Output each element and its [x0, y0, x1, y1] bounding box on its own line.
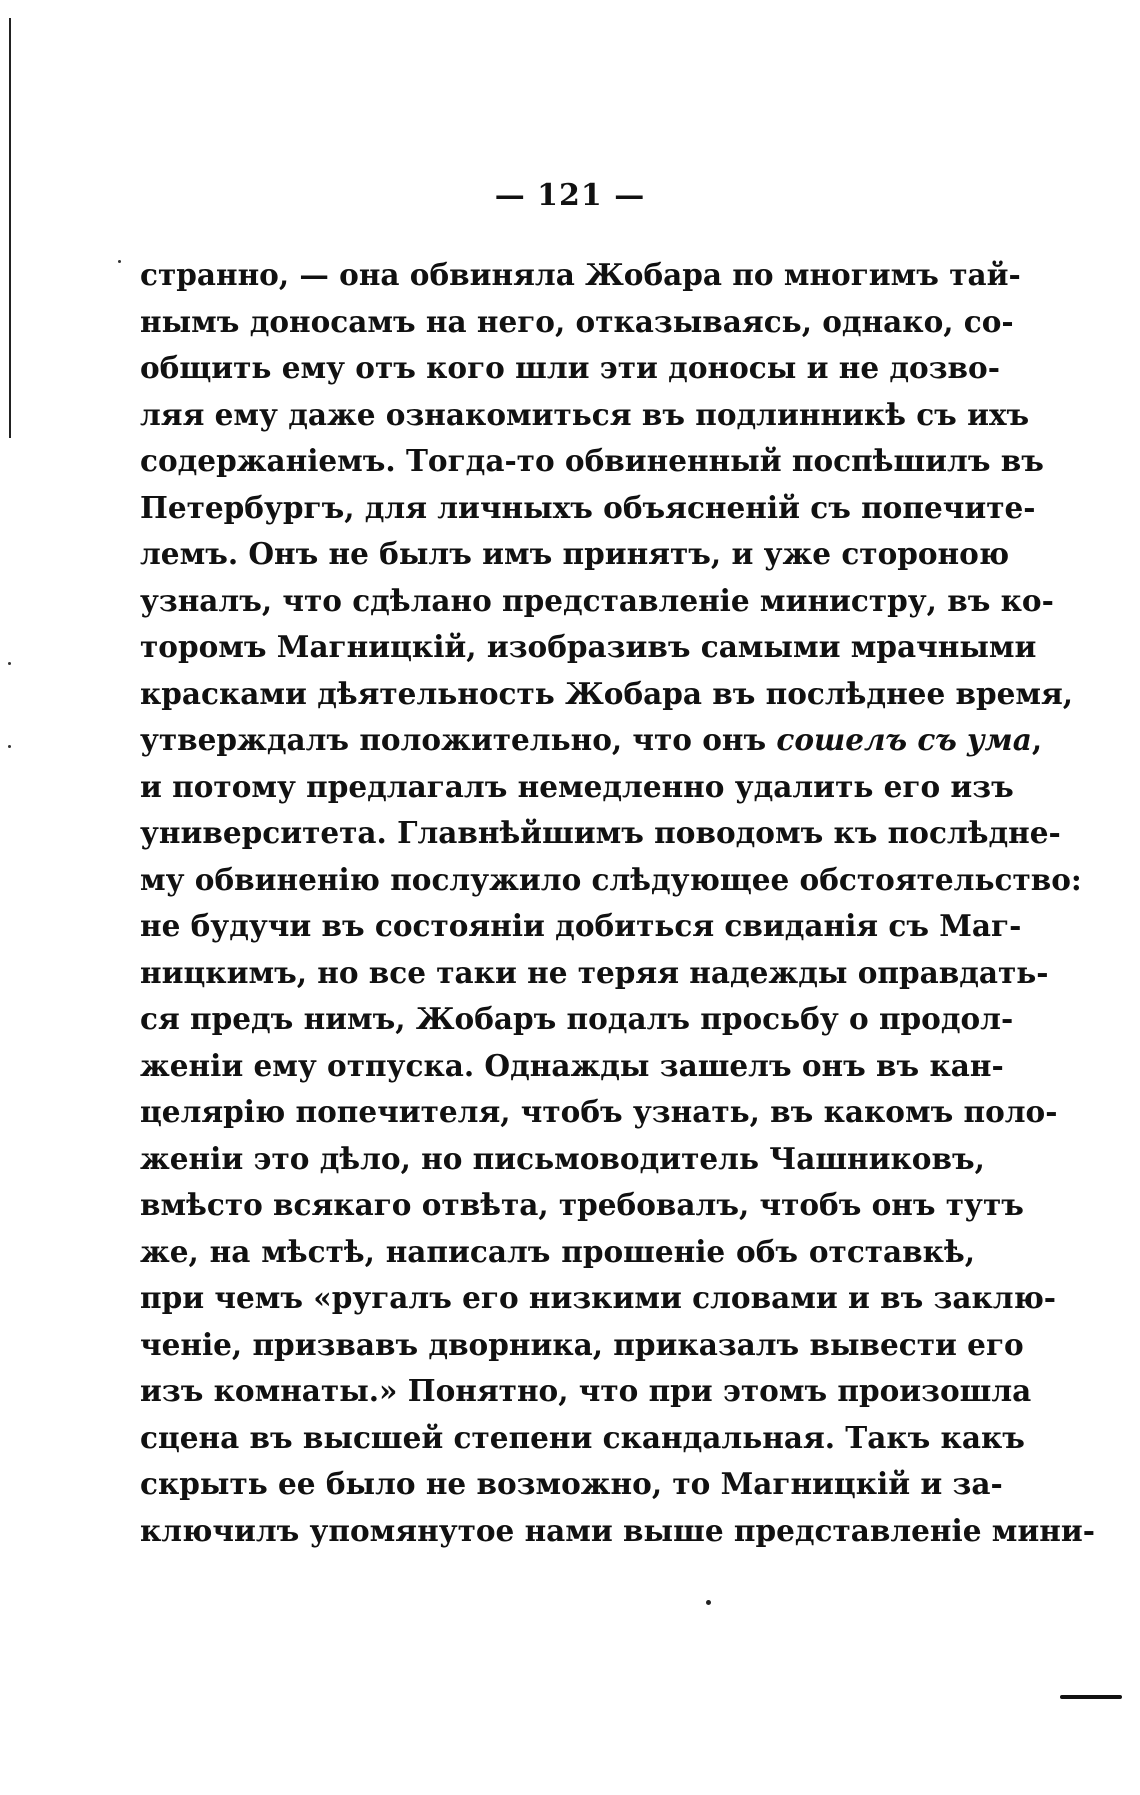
text-line: содержаніемъ. Тогда-то обвиненный поспѣшилъ въ — [140, 443, 1044, 478]
text-line: изъ комнаты.» Понятно, что при этомъ произошла — [140, 1373, 1032, 1408]
text-line: лемъ. Онъ не былъ имъ принятъ, и уже стороною — [140, 536, 1010, 571]
text-line: женіи ему отпуска. Однажды зашелъ онъ въ кан- — [140, 1047, 1004, 1083]
text-line: ся предъ нимъ, Жобаръ подалъ просьбу о продол- — [140, 1001, 1014, 1036]
text-line: ницкимъ, но все таки не теряя надежды оправдать- — [140, 954, 1049, 990]
text-line: Петербургъ, для личныхъ объясненій съ попечите- — [140, 489, 1036, 525]
text-line: ченіе, призвавъ дворника, приказалъ вывести его — [140, 1326, 1024, 1362]
text-line: университета. Главнѣйшимъ поводомъ къ послѣдне- — [140, 815, 1061, 850]
text-line-with-italic — [140, 717, 1043, 764]
text-line: узналъ, что сдѣлано представленіе министру, въ ко- — [140, 582, 1054, 618]
edge-speck — [8, 662, 11, 665]
text-line: целярію попечителя, чтобъ узнать, въ какомъ поло- — [140, 1094, 1058, 1129]
text-line: и потому предлагалъ немедленно удалить его изъ — [140, 768, 1014, 804]
scan-dash-mark — [1060, 1695, 1122, 1699]
text-line: торомъ Магницкій, изобразивъ самыми мрачными — [140, 629, 1037, 664]
page-edge-line — [9, 18, 11, 438]
edge-speck — [8, 745, 11, 748]
text-line: му обвиненію послужило слѣдующее обстоятельство: — [140, 861, 1082, 897]
text-line: скрыть ее было не возможно, то Магницкій и за- — [140, 1466, 1003, 1501]
text-line: странно, — она обвиняла Жобара по многимъ тай- — [140, 257, 1021, 292]
text-line: вмѣсто всякаго отвѣта, требовалъ, чтобъ онъ тутъ — [140, 1187, 1024, 1222]
text-line: ключилъ упомянутое нами выше представленіе мини- — [140, 1512, 1095, 1548]
printer-dot — [706, 1600, 711, 1605]
text-line: женіи это дѣло, но письмоводитель Чашниковъ, — [140, 1140, 985, 1176]
text-line: не будучи въ состояніи добиться свиданія съ Маг- — [140, 908, 1022, 943]
text-line: сцена въ высшей степени скандальная. Такъ какъ — [140, 1419, 1025, 1455]
italic-phrase: сошелъ съ ума — [776, 722, 1032, 757]
body-text — [140, 252, 1095, 1554]
text-line: общить ему отъ кого шли эти доносы и не дозво- — [140, 350, 1000, 385]
text-line: ляя ему даже ознакомиться въ подлинникѣ съ ихъ — [140, 396, 1030, 432]
punctuation: , — [1031, 722, 1043, 757]
text-line: при чемъ «ругалъ его низкими словами и въ заклю- — [140, 1280, 1057, 1315]
text-line: же, на мѣстѣ, написалъ прошеніе объ отставкѣ, — [140, 1233, 975, 1269]
page-number: — 121 — — [494, 178, 646, 213]
edge-speck — [118, 260, 121, 263]
text-line: нымъ доносамъ на него, отказываясь, однако, со- — [140, 303, 1014, 339]
text-line: красками дѣятельность Жобара въ послѣднее время, — [140, 675, 1074, 711]
text-segment: утверждалъ положительно, что онъ — [140, 722, 767, 757]
